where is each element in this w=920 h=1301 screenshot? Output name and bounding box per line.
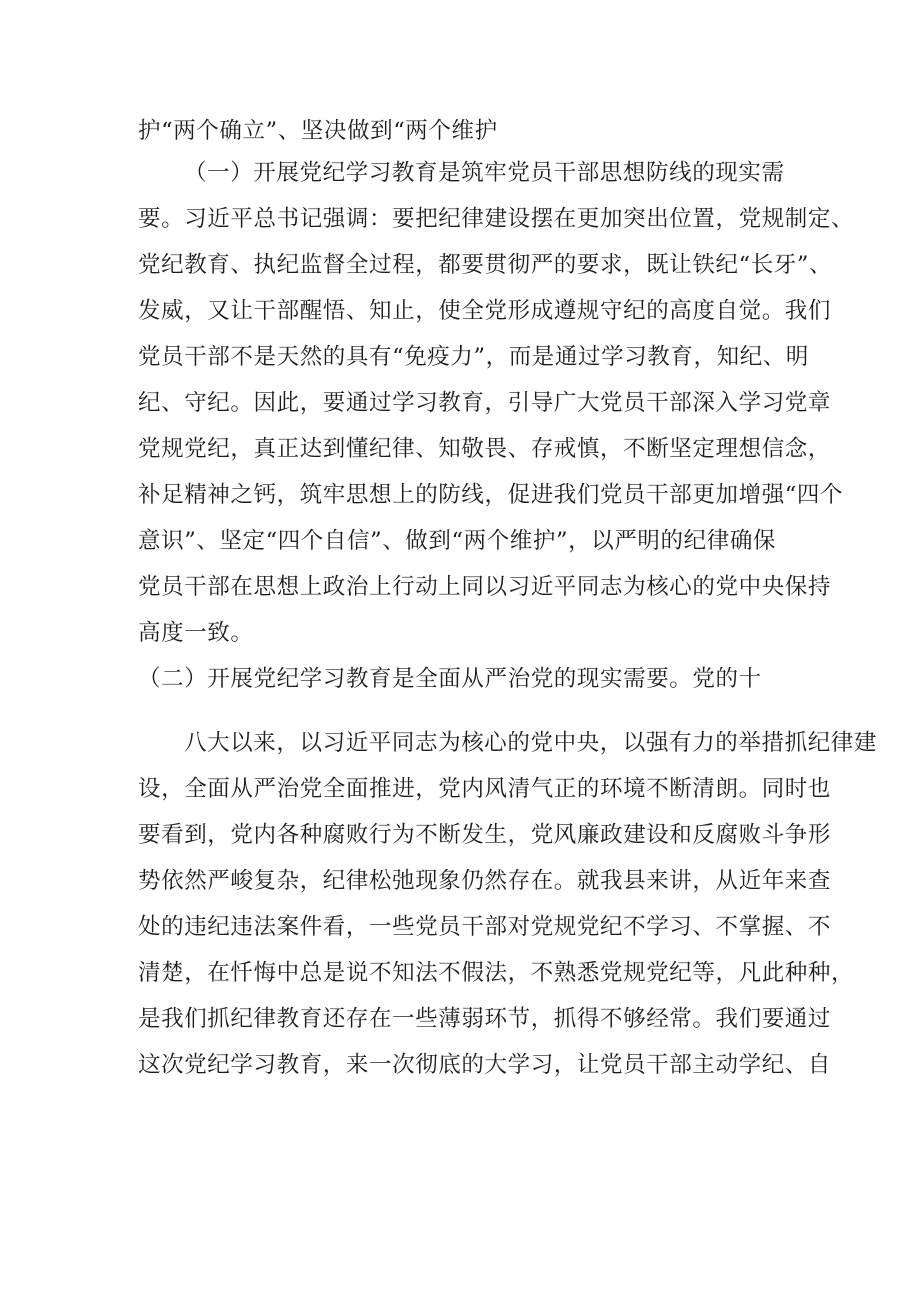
text-line: 意识”、坚定“四个自信”、做到“两个维护”，以严明的纪律确保 <box>138 528 777 554</box>
text-line: 党员干部不是天然的具有“免疫力”，而是通过学习教育，知纪、明 <box>138 344 810 370</box>
text-line: 党规党纪，真正达到懂纪律、知敬畏、存戒慎，不断坚定理想信念， <box>138 436 832 462</box>
text-line: 要。习近平总书记强调：要把纪律建设摆在更加突出位置，党规制定、 <box>138 206 855 232</box>
text-line: （二）开展党纪学习教育是全面从严治党的现实需要。党的十 <box>138 666 762 692</box>
text-line: 补足精神之钙，筑牢思想上的防线，促进我们党员干部更加增强“四个 <box>138 482 844 508</box>
text-line: 纪、守纪。因此，要通过学习教育，引导广大党员干部深入学习党章 <box>138 390 832 416</box>
text-line: 设，全面从严治党全面推进，党内风清气正的环境不断清朗。同时也 <box>138 776 832 802</box>
text-line: 高度一致。 <box>138 620 254 646</box>
text-line: 势依然严峻复杂，纪律松弛现象仍然存在。就我县来讲，从近年来查 <box>138 868 832 894</box>
section-heading-2: 八大以来，以习近平同志为核心的党中央，以强有力的举措抓纪律建 <box>184 730 878 756</box>
text-line: 发威，又让干部醒悟、知止，使全党形成遵规守纪的高度自觉。我们 <box>138 298 832 324</box>
text-line: 党纪教育、执纪监督全过程，都要贯彻严的要求，既让铁纪“长牙”、 <box>138 252 833 278</box>
text-line: 党员干部在思想上政治上行动上同以习近平同志为核心的党中央保持 <box>138 574 832 600</box>
text-line: 清楚，在忏悔中总是说不知法不假法，不熟悉党规党纪等，凡此种种， <box>138 960 855 986</box>
text-line: 这次党纪学习教育，来一次彻底的大学习，让党员干部主动学纪、自 <box>138 1052 832 1078</box>
text-line: 要看到，党内各种腐败行为不断发生，党风廉政建设和反腐败斗争形 <box>138 822 832 848</box>
text-line: 护“两个确立”、坚决做到“两个维护 <box>138 118 498 144</box>
section-heading-1: （一）开展党纪学习教育是筑牢党员干部思想防线的现实需 <box>184 160 785 186</box>
text-line: 处的违纪违法案件看，一些党员干部对党规党纪不学习、不掌握、不 <box>138 914 832 940</box>
text-line: 是我们抓纪律教育还存在一些薄弱环节，抓得不够经常。我们要通过 <box>138 1006 832 1032</box>
